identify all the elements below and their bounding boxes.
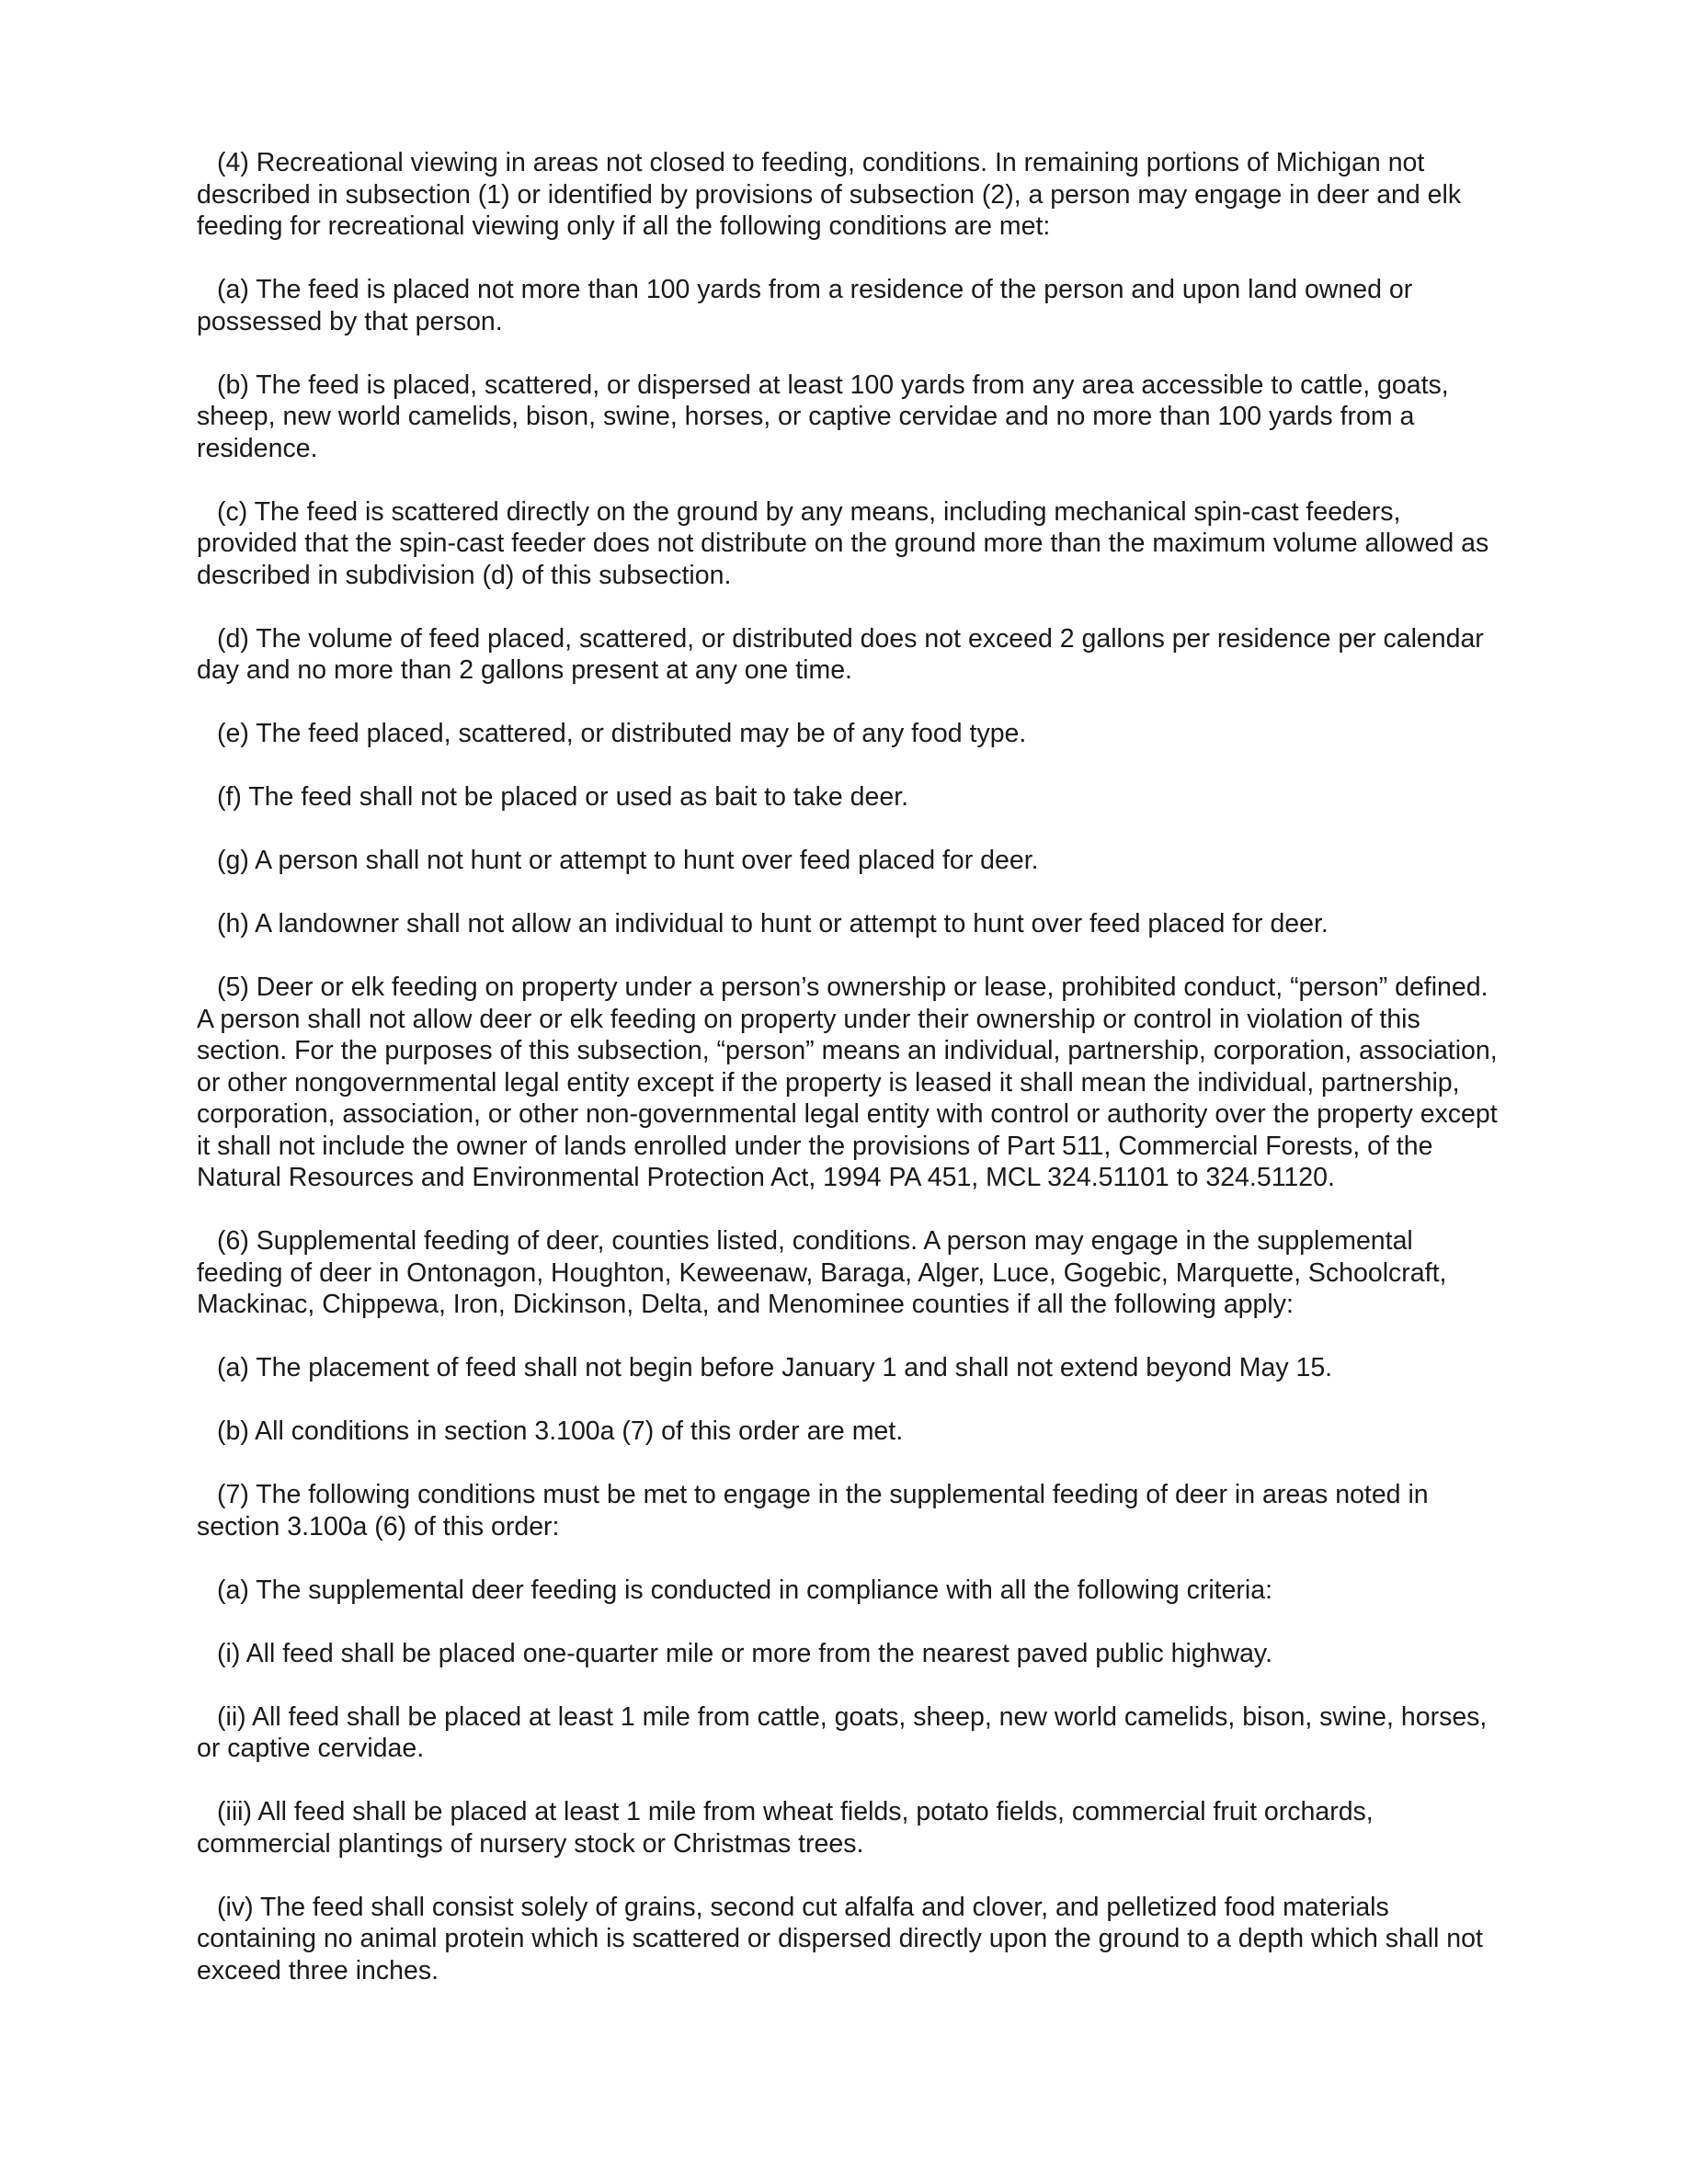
paragraph-5: (5) Deer or elk feeding on property under a person’s ownership or lease, prohibited conduct, “person” defined. A person shall not allow deer or elk feeding on property under their ownership or control in violation of this section. For the purposes of this subsection, “person” means an individual, partnership, corporation, association, or other nongovernmental legal entity except if the property is leased it shall mean the individual, partnership, corporation, association, or other non-governmental legal entity with control or authority over the property except it shall not include the owner of lands enrolled under the provisions of Part 511, Commercial Forests, of the Natural Resources and Environmental Protection Act, 1994 PA 451, MCL 324.51101 to 324.51120. xyxy=(197,973,1498,1192)
document-page xyxy=(197,147,1502,2019)
paragraph-7a: (a) The supplemental deer feeding is conducted in compliance with all the following criteria: xyxy=(217,1575,1273,1605)
paragraph-4: (4) Recreational viewing in areas not closed to feeding, conditions. In remaining portions of Michigan not described in subsection (1) or identified by provisions of subsection (2), a person may engage in deer and elk feeding for recreational viewing only if all the following conditions are met: xyxy=(197,148,1462,241)
paragraph-6: (6) Supplemental feeding of deer, counties listed, conditions. A person may engage in the supplemental feeding of deer in Ontonagon, Houghton, Keweenaw, Baraga, Alger, Luce, Gogebic, Marquette, Schoolcraft, Mackinac, Chippewa, Iron, Dickinson, Delta, and Menominee counties if all the following apply: xyxy=(197,1226,1447,1319)
paragraph-7a-i: (i) All feed shall be placed one-quarter mile or more from the nearest paved public highway. xyxy=(217,1638,1272,1668)
paragraph-6b: (b) All conditions in section 3.100a (7) of this order are met. xyxy=(217,1416,904,1446)
paragraph-7: (7) The following conditions must be met to engage in the supplemental feeding of deer in areas noted in section 3.100a (6) of this order: xyxy=(197,1480,1429,1541)
paragraph-4c: (c) The feed is scattered directly on the ground by any means, including mechanical spin-cast feeders, provided that the spin-cast feeder does not distribute on the ground more than the maximum volume allowed as described in subdivision (d) of this subsection. xyxy=(197,496,1489,590)
paragraph-4b: (b) The feed is placed, scattered, or dispersed at least 100 yards from any area accessible to cattle, goats, sheep, new world camelids, bison, swine, horses, or captive cervidae and no more than 100 yards from a residence. xyxy=(197,370,1449,463)
paragraph-7a-iv: (iv) The feed shall consist solely of grains, second cut alfalfa and clover, and pelletized food materials containing no animal protein which is scattered or dispersed directly upon the ground to a depth which shall not exceed three inches. xyxy=(197,1892,1483,1985)
paragraph-4a: (a) The feed is placed not more than 100 yards from a residence of the person and upon land owned or possessed by that person. xyxy=(197,275,1413,336)
paragraph-4e: (e) The feed placed, scattered, or distributed may be of any food type. xyxy=(217,719,1027,748)
paragraph-4f: (f) The feed shall not be placed or used as bait to take deer. xyxy=(217,782,909,812)
paragraph-4g: (g) A person shall not hunt or attempt to hunt over feed placed for deer. xyxy=(217,846,1039,875)
paragraph-7a-ii: (ii) All feed shall be placed at least 1 mile from cattle, goats, sheep, new world camelids, bison, swine, horses, or captive cervidae. xyxy=(197,1701,1488,1763)
paragraph-7a-iii: (iii) All feed shall be placed at least 1 mile from wheat fields, potato fields, commercial fruit orchards, commercial plantings of nursery stock or Christmas trees. xyxy=(197,1797,1374,1859)
paragraph-4d: (d) The volume of feed placed, scattered, or distributed does not exceed 2 gallons per residence per calendar day and no more than 2 gallons present at any one time. xyxy=(197,623,1484,685)
paragraph-6a: (a) The placement of feed shall not begin before January 1 and shall not extend beyond May 15. xyxy=(217,1353,1333,1382)
paragraph-4h: (h) A landowner shall not allow an individual to hunt or attempt to hunt over feed placed for deer. xyxy=(217,909,1329,938)
